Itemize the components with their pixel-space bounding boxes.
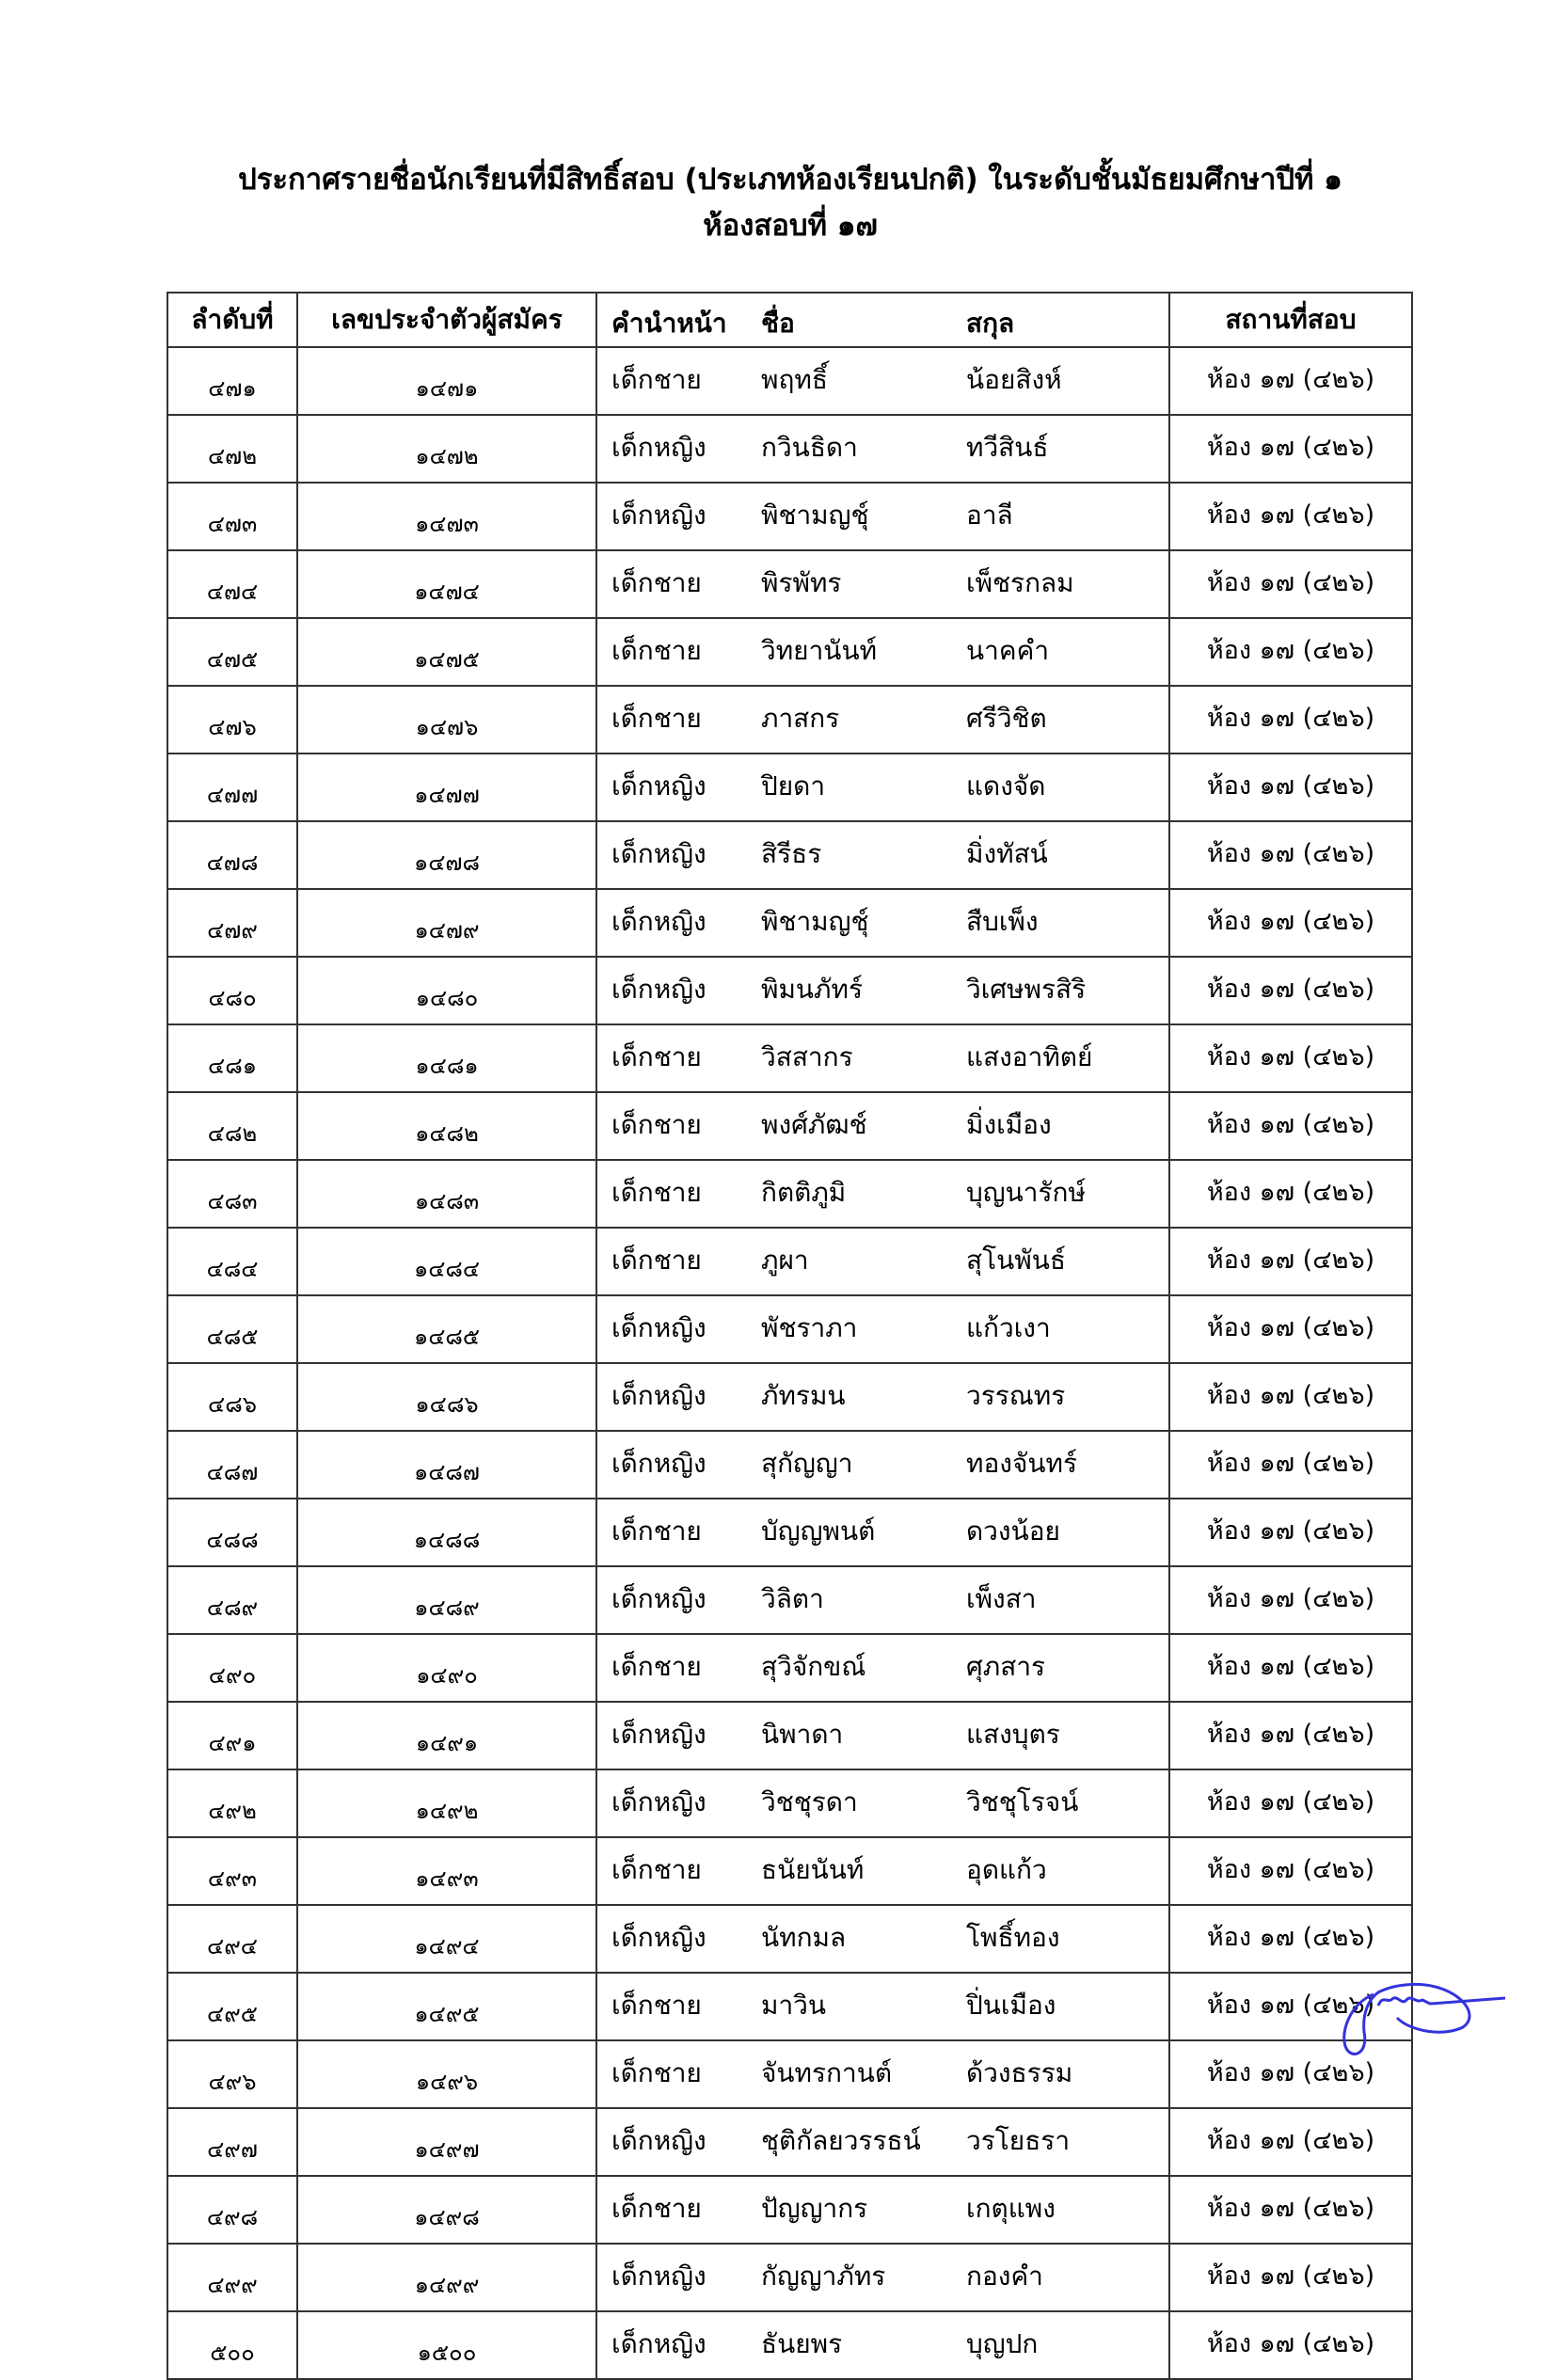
applicant-id-cell: ๑๔๗๓	[297, 483, 596, 550]
header-last-name: สกุล	[966, 308, 1015, 339]
prefix: เด็กหญิง	[611, 906, 707, 937]
first-name: วิชชุรดา	[761, 1786, 858, 1817]
table-row	[167, 686, 1412, 754]
order-cell: ๔๘๘	[167, 1499, 297, 1566]
name-cell	[596, 550, 1169, 618]
order-cell: ๕๐๐	[167, 2311, 297, 2379]
applicant-id-cell: ๑๔๗๑	[297, 347, 596, 415]
applicant-id-cell: ๑๔๗๖	[297, 686, 596, 754]
exam-room-cell: ห้อง ๑๗ (๔๒๖)	[1169, 2108, 1412, 2176]
name-cell	[596, 1092, 1169, 1160]
applicant-id-cell: ๑๔๘๔	[297, 1228, 596, 1295]
order-cell: ๔๘๖	[167, 1363, 297, 1431]
applicant-id-cell: ๑๔๙๑	[297, 1702, 596, 1769]
table-row	[167, 618, 1412, 686]
table-row	[167, 1769, 1412, 1837]
name-cell	[596, 1295, 1169, 1363]
name-cell	[596, 2176, 1169, 2244]
applicant-id-cell: ๑๔๙๐	[297, 1634, 596, 1702]
exam-room-cell: ห้อง ๑๗ (๔๒๖)	[1169, 2244, 1412, 2311]
applicant-id-cell: ๑๔๙๔	[297, 1905, 596, 1973]
last-name: วรโยธรา	[966, 2125, 1071, 2156]
prefix: เด็กหญิง	[611, 974, 707, 1005]
prefix: เด็กหญิง	[611, 2261, 707, 2292]
name-cell	[596, 483, 1169, 550]
exam-room-cell: ห้อง ๑๗ (๔๒๖)	[1169, 1363, 1412, 1431]
prefix: เด็กชาย	[611, 1109, 702, 1140]
last-name: เกตุแพง	[966, 2193, 1056, 2224]
last-name: เพ็ชรกลม	[966, 567, 1074, 598]
signature-image	[1336, 1975, 1505, 2060]
table-row	[167, 1363, 1412, 1431]
prefix: เด็กชาย	[611, 1990, 702, 2021]
name-cell	[596, 1363, 1169, 1431]
order-cell: ๔๗๙	[167, 889, 297, 957]
student-list-table	[167, 292, 1413, 2380]
exam-room-title: ห้องสอบที่ ๑๗	[703, 209, 878, 243]
prefix: เด็กชาย	[611, 703, 702, 734]
order-cell: ๔๘๙	[167, 1566, 297, 1634]
name-cell	[596, 415, 1169, 483]
table-row	[167, 1295, 1412, 1363]
exam-room-cell: ห้อง ๑๗ (๔๒๖)	[1169, 618, 1412, 686]
exam-room-cell: ห้อง ๑๗ (๔๒๖)	[1169, 957, 1412, 1024]
prefix: เด็กหญิง	[611, 1922, 707, 1953]
exam-room-cell: ห้อง ๑๗ (๔๒๖)	[1169, 2311, 1412, 2379]
last-name: มิ่งทัสน์	[966, 838, 1048, 869]
table-row	[167, 347, 1412, 415]
announcement-title: ประกาศรายชื่อนักเรียนที่มีสิทธิ์สอบ (ประเภทห้องเรียนปกติ) ในระดับชั้นมัธยมศึกษาปีที่ ๑	[238, 163, 1342, 197]
table-row	[167, 1431, 1412, 1499]
order-cell: ๔๗๘	[167, 821, 297, 889]
order-cell: ๔๗๕	[167, 618, 297, 686]
order-cell: ๔๙๓	[167, 1837, 297, 1905]
table-row	[167, 1092, 1412, 1160]
exam-room-cell: ห้อง ๑๗ (๔๒๖)	[1169, 821, 1412, 889]
prefix: เด็กหญิง	[611, 1448, 707, 1479]
applicant-id-cell: ๑๔๙๕	[297, 1973, 596, 2040]
first-name: บัญญพนต์	[761, 1515, 876, 1547]
prefix: เด็กชาย	[611, 1651, 702, 1682]
last-name: ทองจันทร์	[966, 1448, 1077, 1479]
exam-room-cell: ห้อง ๑๗ (๔๒๖)	[1169, 1769, 1412, 1837]
table-row	[167, 1566, 1412, 1634]
first-name: สุกัญญา	[761, 1448, 853, 1479]
applicant-id-cell: ๑๔๗๔	[297, 550, 596, 618]
prefix: เด็กชาย	[611, 2057, 702, 2088]
table-row	[167, 415, 1412, 483]
exam-room-cell: ห้อง ๑๗ (๔๒๖)	[1169, 1634, 1412, 1702]
exam-room-cell: ห้อง ๑๗ (๔๒๖)	[1169, 1160, 1412, 1228]
header-order: ลำดับที่	[167, 293, 297, 347]
name-cell	[596, 2108, 1169, 2176]
exam-room-cell: ห้อง ๑๗ (๔๒๖)	[1169, 2176, 1412, 2244]
prefix: เด็กชาย	[611, 1854, 702, 1885]
order-cell: ๔๘๐	[167, 957, 297, 1024]
applicant-id-cell: ๑๔๗๒	[297, 415, 596, 483]
table-row	[167, 550, 1412, 618]
name-cell	[596, 1228, 1169, 1295]
prefix: เด็กชาย	[611, 2193, 702, 2224]
last-name: แสงบุตร	[966, 1719, 1060, 1750]
prefix: เด็กชาย	[611, 1177, 702, 1208]
first-name: ปัญญากร	[761, 2193, 868, 2224]
applicant-id-cell: ๑๕๐๐	[297, 2311, 596, 2379]
last-name: ปิ่นเมือง	[966, 1990, 1056, 2021]
order-cell: ๔๗๑	[167, 347, 297, 415]
first-name: ภัทรมน	[761, 1380, 846, 1411]
order-cell: ๔๙๘	[167, 2176, 297, 2244]
first-name: พิชามญชุ์	[761, 500, 869, 531]
prefix: เด็กหญิง	[611, 1583, 707, 1614]
order-cell: ๔๘๒	[167, 1092, 297, 1160]
exam-room-cell: ห้อง ๑๗ (๔๒๖)	[1169, 347, 1412, 415]
order-cell: ๔๘๓	[167, 1160, 297, 1228]
name-cell	[596, 1973, 1169, 2040]
order-cell: ๔๙๑	[167, 1702, 297, 1769]
order-cell: ๔๙๙	[167, 2244, 297, 2311]
order-cell: ๔๙๒	[167, 1769, 297, 1837]
prefix: เด็กชาย	[611, 1245, 702, 1276]
prefix: เด็กชาย	[611, 364, 702, 395]
name-cell	[596, 754, 1169, 821]
exam-room-cell: ห้อง ๑๗ (๔๒๖)	[1169, 1024, 1412, 1092]
table-row	[167, 2244, 1412, 2311]
name-cell	[596, 2040, 1169, 2108]
order-cell: ๔๗๗	[167, 754, 297, 821]
prefix: เด็กหญิง	[611, 1380, 707, 1411]
order-cell: ๔๗๔	[167, 550, 297, 618]
order-cell: ๔๗๖	[167, 686, 297, 754]
name-cell	[596, 1634, 1169, 1702]
order-cell: ๔๙๕	[167, 1973, 297, 2040]
last-name: กองคำ	[966, 2261, 1043, 2292]
applicant-id-cell: ๑๔๘๗	[297, 1431, 596, 1499]
table-row	[167, 1905, 1412, 1973]
first-name: นิพาดา	[761, 1719, 844, 1750]
exam-room-cell: ห้อง ๑๗ (๔๒๖)	[1169, 889, 1412, 957]
first-name: พิรพัทร	[761, 567, 842, 598]
applicant-id-cell: ๑๔๙๙	[297, 2244, 596, 2311]
prefix: เด็กหญิง	[611, 770, 707, 801]
order-cell: ๔๘๑	[167, 1024, 297, 1092]
table-row	[167, 1837, 1412, 1905]
first-name: วิลิตา	[761, 1583, 824, 1614]
order-cell: ๔๙๖	[167, 2040, 297, 2108]
applicant-id-cell: ๑๔๘๖	[297, 1363, 596, 1431]
table-row	[167, 1160, 1412, 1228]
applicant-id-cell: ๑๔๙๒	[297, 1769, 596, 1837]
applicant-id-cell: ๑๔๗๙	[297, 889, 596, 957]
table-row	[167, 2311, 1412, 2379]
applicant-id-cell: ๑๔๙๓	[297, 1837, 596, 1905]
exam-room-cell: ห้อง ๑๗ (๔๒๖)	[1169, 1837, 1412, 1905]
first-name: ภาสกร	[761, 703, 840, 734]
last-name: น้อยสิงห์	[966, 364, 1062, 395]
first-name: ภูผา	[761, 1245, 809, 1276]
last-name: วิเศษพรสิริ	[966, 974, 1087, 1005]
prefix: เด็กหญิง	[611, 1786, 707, 1817]
first-name: สิรีธร	[761, 838, 822, 869]
last-name: มิ่งเมือง	[966, 1109, 1052, 1140]
table-row	[167, 754, 1412, 821]
name-cell	[596, 1837, 1169, 1905]
last-name: อาลี	[966, 500, 1013, 531]
last-name: ทวีสินธ์	[966, 432, 1049, 463]
prefix: เด็กชาย	[611, 1515, 702, 1547]
header-first-name: ชื่อ	[761, 308, 795, 339]
applicant-id-cell: ๑๔๗๕	[297, 618, 596, 686]
exam-room-cell: ห้อง ๑๗ (๔๒๖)	[1169, 550, 1412, 618]
exam-room-cell: ห้อง ๑๗ (๔๒๖)	[1169, 1973, 1412, 2040]
name-cell	[596, 821, 1169, 889]
last-name: แก้วเงา	[966, 1312, 1051, 1343]
first-name: ธันยพร	[761, 2328, 843, 2359]
first-name: นัทกมล	[761, 1922, 847, 1953]
exam-room-cell: ห้อง ๑๗ (๔๒๖)	[1169, 483, 1412, 550]
last-name: ดวงน้อย	[966, 1515, 1060, 1547]
first-name: พฤทธิ์	[761, 364, 828, 395]
table-row	[167, 2040, 1412, 2108]
applicant-id-cell: ๑๔๘๓	[297, 1160, 596, 1228]
last-name: บุญปก	[966, 2328, 1039, 2359]
table-row	[167, 2108, 1412, 2176]
first-name: สุวิจักขณ์	[761, 1651, 866, 1682]
order-cell: ๔๗๒	[167, 415, 297, 483]
order-cell: ๔๗๓	[167, 483, 297, 550]
applicant-id-cell: ๑๔๙๗	[297, 2108, 596, 2176]
first-name: พิชามญชุ์	[761, 906, 869, 937]
header-applicant-id: เลขประจำตัวผู้สมัคร	[297, 293, 596, 347]
first-name: วิสสากร	[761, 1041, 853, 1072]
last-name: ศุภสาร	[966, 1651, 1046, 1682]
exam-room-cell: ห้อง ๑๗ (๔๒๖)	[1169, 2040, 1412, 2108]
header-name-group	[596, 293, 1169, 347]
name-cell	[596, 2311, 1169, 2379]
last-name: อุดแก้ว	[966, 1854, 1047, 1885]
first-name: กวินธิดา	[761, 432, 858, 463]
applicant-id-cell: ๑๔๘๙	[297, 1566, 596, 1634]
applicant-id-cell: ๑๔๙๘	[297, 2176, 596, 2244]
last-name: ศรีวิชิต	[966, 703, 1047, 734]
name-cell	[596, 347, 1169, 415]
last-name: แดงจัด	[966, 770, 1046, 801]
last-name: นาคคำ	[966, 635, 1050, 666]
name-cell	[596, 1905, 1169, 1973]
exam-room-cell: ห้อง ๑๗ (๔๒๖)	[1169, 1905, 1412, 1973]
first-name: ชุติกัลยวรรธน์	[761, 2125, 921, 2156]
applicant-id-cell: ๑๔๘๒	[297, 1092, 596, 1160]
order-cell: ๔๙๗	[167, 2108, 297, 2176]
order-cell: ๔๙๔	[167, 1905, 297, 1973]
exam-room-cell: ห้อง ๑๗ (๔๒๖)	[1169, 1228, 1412, 1295]
first-name: วิทยานันท์	[761, 635, 878, 666]
header-prefix: คำนำหน้า	[611, 308, 727, 339]
table-header-row	[167, 293, 1412, 347]
applicant-id-cell: ๑๔๘๘	[297, 1499, 596, 1566]
name-cell	[596, 1769, 1169, 1837]
prefix: เด็กหญิง	[611, 1719, 707, 1750]
first-name: พัชราภา	[761, 1312, 858, 1343]
prefix: เด็กหญิง	[611, 2125, 707, 2156]
table-row	[167, 1634, 1412, 1702]
name-cell	[596, 2244, 1169, 2311]
exam-room-cell: ห้อง ๑๗ (๔๒๖)	[1169, 1566, 1412, 1634]
first-name: จันทรกานต์	[761, 2057, 893, 2088]
applicant-id-cell: ๑๔๗๗	[297, 754, 596, 821]
applicant-id-cell: ๑๔๙๖	[297, 2040, 596, 2108]
table-row	[167, 1973, 1412, 2040]
table-row	[167, 821, 1412, 889]
exam-room-cell: ห้อง ๑๗ (๔๒๖)	[1169, 1431, 1412, 1499]
exam-room-cell: ห้อง ๑๗ (๔๒๖)	[1169, 686, 1412, 754]
exam-room-cell: ห้อง ๑๗ (๔๒๖)	[1169, 415, 1412, 483]
exam-room-cell: ห้อง ๑๗ (๔๒๖)	[1169, 1499, 1412, 1566]
prefix: เด็กหญิง	[611, 432, 707, 463]
applicant-id-cell: ๑๔๘๑	[297, 1024, 596, 1092]
last-name: สุโนพันธ์	[966, 1245, 1066, 1276]
table-row	[167, 1024, 1412, 1092]
last-name: แสงอาทิตย์	[966, 1041, 1093, 1072]
exam-room-cell: ห้อง ๑๗ (๔๒๖)	[1169, 1092, 1412, 1160]
prefix: เด็กชาย	[611, 635, 702, 666]
prefix: เด็กหญิง	[611, 2328, 707, 2359]
table-row	[167, 2176, 1412, 2244]
table-row	[167, 483, 1412, 550]
table-row	[167, 889, 1412, 957]
table-row	[167, 1499, 1412, 1566]
name-cell	[596, 1566, 1169, 1634]
last-name: บุญนารักษ์	[966, 1177, 1086, 1208]
exam-room-cell: ห้อง ๑๗ (๔๒๖)	[1169, 754, 1412, 821]
exam-room-cell: ห้อง ๑๗ (๔๒๖)	[1169, 1702, 1412, 1769]
order-cell: ๔๘๗	[167, 1431, 297, 1499]
table-row	[167, 1228, 1412, 1295]
last-name: ด้วงธรรม	[966, 2057, 1073, 2088]
header-exam-room: สถานที่สอบ	[1169, 293, 1412, 347]
name-cell	[596, 1702, 1169, 1769]
last-name: วิชชุโรจน์	[966, 1786, 1079, 1817]
prefix: เด็กหญิง	[611, 500, 707, 531]
name-cell	[596, 686, 1169, 754]
table-row	[167, 1702, 1412, 1769]
exam-room-cell: ห้อง ๑๗ (๔๒๖)	[1169, 1295, 1412, 1363]
prefix: เด็กหญิง	[611, 838, 707, 869]
prefix: เด็กชาย	[611, 1041, 702, 1072]
first-name: พิมนภัทร์	[761, 974, 864, 1005]
order-cell: ๔๘๔	[167, 1228, 297, 1295]
first-name: กัญญาภัทร	[761, 2261, 886, 2292]
last-name: โพธิ์ทอง	[966, 1922, 1060, 1953]
last-name: สืบเพ็ง	[966, 906, 1039, 937]
first-name: ธนัยนันท์	[761, 1854, 865, 1885]
first-name: กิตติภูมิ	[761, 1177, 847, 1208]
first-name: มาวิน	[761, 1990, 827, 2021]
name-cell	[596, 889, 1169, 957]
applicant-id-cell: ๑๔๗๘	[297, 821, 596, 889]
name-cell	[596, 1160, 1169, 1228]
table-row	[167, 957, 1412, 1024]
last-name: เพ็งสา	[966, 1583, 1037, 1614]
applicant-id-cell: ๑๔๘๐	[297, 957, 596, 1024]
name-cell	[596, 957, 1169, 1024]
applicant-id-cell: ๑๔๘๕	[297, 1295, 596, 1363]
prefix: เด็กหญิง	[611, 1312, 707, 1343]
order-cell: ๔๘๕	[167, 1295, 297, 1363]
last-name: วรรณทร	[966, 1380, 1066, 1411]
order-cell: ๔๙๐	[167, 1634, 297, 1702]
first-name: ปิยดา	[761, 770, 826, 801]
prefix: เด็กชาย	[611, 567, 702, 598]
name-cell	[596, 1024, 1169, 1092]
name-cell	[596, 618, 1169, 686]
name-cell	[596, 1431, 1169, 1499]
first-name: พงศ์ภัฒช์	[761, 1109, 867, 1140]
name-cell	[596, 1499, 1169, 1566]
